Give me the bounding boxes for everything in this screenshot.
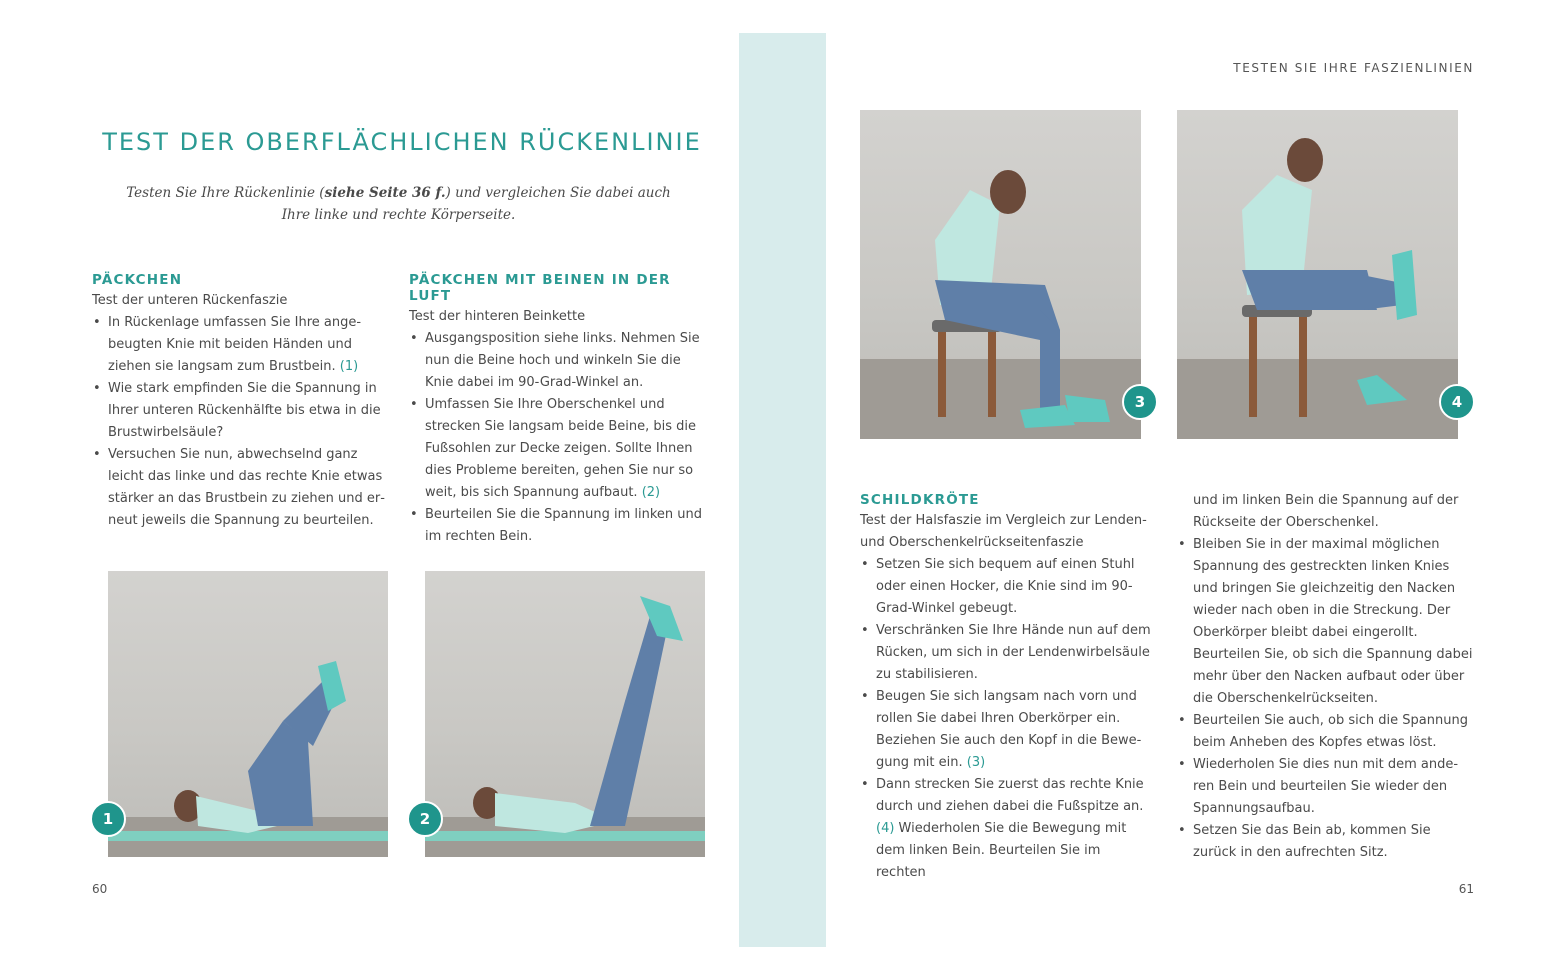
intro-line2: Ihre linke und rechte Körperseite.: [281, 207, 516, 223]
intro-part2: ) und vergleichen Sie dabei auch: [445, 185, 671, 201]
list-item: • Dann strecken Sie zuerst das rechte Knie durch und ziehen dabei die Fußspitze an. (4) Wiederholen Sie die Bewegung mit dem linken Bein. Beurteilen Sie im rechten: [860, 774, 1152, 884]
section-heading: SCHILDKRÖTE: [860, 492, 980, 508]
bullet-list: [92, 312, 387, 532]
section-paeckchen: [92, 272, 387, 532]
section-subtitle: Test der Halsfaszie im Vergleich zur Lenden- und Oberschenkelrückseitenfaszie: [860, 513, 1147, 550]
intro-page-reference: siehe Seite 36 f.: [324, 185, 446, 201]
continuation-text: und im linken Bein die Spannung auf der Rückseite der Oberschenkel.: [1193, 493, 1459, 530]
page-number-left: 60: [92, 882, 108, 896]
list-item: • Versuchen Sie nun, abwechselnd ganz leicht das linke und das rechte Knie etwas stärker an das Brustbein zu ziehen und erneut jeweils die Spannung zu beurteilen.: [92, 444, 387, 532]
section-subtitle: Test der hinteren Beinkette: [409, 309, 586, 324]
figure-reference: (3): [962, 755, 986, 770]
bullet-list: [860, 554, 1152, 884]
exercise-photo-1: [108, 571, 388, 857]
section-schildkroete-continued: [1177, 490, 1474, 864]
bullet-list: [409, 328, 709, 548]
list-item: • Ausgangsposition siehe links. Nehmen Sie nun die Beine hoch und winkeln Sie die Knie dabei im 90-Grad-Winkel an.: [409, 328, 709, 394]
figure-badge-3: 3: [1122, 384, 1158, 420]
section-schildkroete: [860, 492, 1152, 884]
woman-lying-legs-up-illustration: [425, 571, 705, 857]
list-item: • Beugen Sie sich langsam nach vorn und rollen Sie dabei Ihren Oberkörper ein. Beziehen Sie auch den Kopf in die Bewegung mit ein. (3): [860, 686, 1152, 774]
list-item: • Setzen Sie sich bequem auf einen Stuhl oder einen Hocker, die Knie sind im 90-Grad-Winkel gebeugt.: [860, 554, 1152, 620]
page-title: TEST DER OBERFLÄCHLICHEN RÜCKENLINIE: [102, 128, 702, 156]
figure-reference: (1): [335, 359, 359, 374]
figure-reference: (2): [637, 485, 661, 500]
section-subtitle: Test der unteren Rückenfaszie: [92, 293, 288, 308]
exercise-photo-2: [425, 571, 705, 857]
list-item: • In Rückenlage umfassen Sie Ihre angebeugten Knie mit beiden Händen und ziehen sie langsam zum Brustbein. (1): [92, 312, 387, 378]
woman-seated-leg-extended-illustration: [1177, 110, 1458, 439]
list-item: • Verschränken Sie Ihre Hände nun auf dem Rücken, um sich in der Lendenwirbelsäule zu stabilisieren.: [860, 620, 1152, 686]
intro-text: [92, 182, 705, 226]
list-item: • Wiederholen Sie dies nun mit dem anderen Bein und beurteilen Sie wieder den Spannungsaufbau.: [1177, 754, 1474, 820]
figure-badge-2: 2: [407, 801, 443, 837]
woman-lying-knees-to-chest-illustration: [108, 571, 388, 857]
list-item: • Beurteilen Sie die Spannung im linken und im rechten Bein.: [409, 504, 709, 548]
section-heading: PÄCKCHEN: [92, 272, 183, 288]
page-gutter: [739, 33, 826, 947]
intro-part1: Testen Sie Ihre Rückenlinie (: [126, 185, 325, 201]
list-item: • Setzen Sie das Bein ab, kommen Sie zurück in den aufrechten Sitz.: [1177, 820, 1474, 864]
section-heading: PÄCKCHEN MIT BEINEN IN DER LUFT: [409, 272, 671, 304]
list-item: • Umfassen Sie Ihre Oberschenkel und strecken Sie langsam beide Beine, bis die Fußsohlen zur Decke zeigen. Sollte Ihnen dies Probleme bereiten, gehen Sie nur so weit, bis sich Spannung aufbaut. (2): [409, 394, 709, 504]
exercise-photo-3: [860, 110, 1141, 439]
section-paeckchen-beine: [409, 272, 709, 548]
list-item: • Wie stark empfinden Sie die Spannung in Ihrer unteren Rückenhälfte bis etwa in die Brustwirbelsäule?: [92, 378, 387, 444]
running-head: TESTEN SIE IHRE FASZIENLINIEN: [1233, 61, 1474, 75]
page-number-right: 61: [1458, 882, 1474, 896]
figure-reference: (4): [876, 821, 895, 836]
list-item: • Bleiben Sie in der maximal möglichen Spannung des gestreckten linken Knies und bringen Sie gleichzeitig den Nacken wieder nach oben in die Streckung. Der Oberkörper bleibt dabei eingerollt. Beurteilen Sie, ob sich die Spannung dabei mehr über den Nacken aufbaut oder über die Oberschenkelrückseiten.: [1177, 534, 1474, 710]
list-item: • Beurteilen Sie auch, ob sich die Spannung beim Anheben des Kopfes etwas löst.: [1177, 710, 1474, 754]
bullet-list: [1177, 534, 1474, 864]
figure-badge-1: 1: [90, 801, 126, 837]
figure-badge-4: 4: [1439, 384, 1475, 420]
woman-seated-rolling-forward-illustration: [860, 110, 1141, 439]
exercise-photo-4: [1177, 110, 1458, 439]
